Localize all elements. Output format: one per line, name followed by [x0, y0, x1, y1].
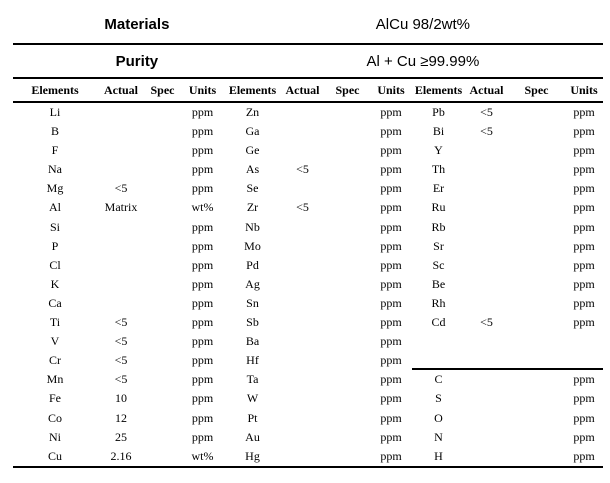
cell-element: Rb	[431, 219, 446, 234]
table-row	[13, 237, 603, 256]
cell-actual	[465, 447, 508, 466]
cell-element: Fe	[49, 391, 61, 406]
table-row	[13, 351, 603, 370]
table-row	[13, 218, 603, 237]
cell-actual: <5	[480, 124, 493, 139]
cell-units: ppm	[380, 410, 402, 425]
cell-spec	[325, 256, 370, 275]
cell-actual	[280, 103, 325, 122]
cell-units: ppm	[573, 238, 595, 253]
column-header-elements-2: Elements	[228, 83, 277, 97]
cell-spec	[145, 428, 180, 447]
table-body	[13, 103, 603, 468]
cell-spec	[508, 160, 565, 179]
cell-actual	[97, 275, 145, 294]
cell-units	[565, 332, 603, 351]
table-row	[13, 447, 603, 466]
column-header-spec-3: Spec	[524, 83, 549, 97]
table-row	[13, 275, 603, 294]
cell-element: Na	[48, 162, 62, 177]
cell-units: ppm	[191, 124, 214, 139]
cell-units: ppm	[380, 257, 402, 272]
cell-spec	[508, 198, 565, 217]
cell-units: ppm	[191, 105, 214, 119]
cell-spec	[508, 370, 565, 389]
cell-actual	[465, 141, 508, 160]
table-row	[13, 409, 603, 428]
cell-element: S	[435, 391, 442, 406]
cell-actual: <5	[114, 181, 128, 196]
cell-actual	[280, 332, 325, 351]
cell-spec	[145, 160, 180, 179]
cell-element: Se	[246, 181, 259, 196]
cell-element: Si	[49, 219, 60, 234]
cell-units: ppm	[573, 410, 595, 425]
cell-element: Zr	[246, 200, 259, 215]
cell-actual	[280, 447, 325, 466]
cell-actual	[280, 275, 325, 294]
cell-spec	[508, 332, 565, 351]
cell-actual	[465, 351, 508, 370]
table-row	[13, 332, 603, 351]
column-header-units-2: Units	[377, 83, 405, 97]
cell-actual	[465, 275, 508, 294]
table-container	[13, 0, 603, 468]
materials-row	[13, 0, 603, 45]
cell-units: ppm	[573, 143, 595, 158]
materials-value: AlCu 98/2wt%	[375, 16, 470, 33]
table-row	[13, 313, 603, 332]
cell-element: Li	[49, 105, 61, 119]
cell-element: Er	[432, 181, 445, 196]
cell-units: ppm	[191, 353, 214, 368]
cell-spec	[145, 351, 180, 370]
cell-element: Pd	[246, 257, 259, 272]
cell-element	[412, 332, 465, 351]
cell-actual	[280, 409, 325, 428]
cell-spec	[145, 122, 180, 141]
cell-units: ppm	[380, 295, 402, 310]
table-row	[13, 256, 603, 275]
cell-units: ppm	[380, 143, 402, 158]
cell-spec	[508, 428, 565, 447]
cell-units: wt%	[191, 448, 214, 463]
cell-actual	[97, 141, 145, 160]
cell-actual	[465, 389, 508, 408]
cell-element: N	[434, 429, 443, 444]
cell-spec	[145, 332, 180, 351]
cell-actual	[280, 294, 325, 313]
cell-spec	[508, 313, 565, 332]
cell-element: Cd	[431, 315, 446, 330]
cell-element: Mn	[46, 372, 64, 387]
cell-units: ppm	[191, 334, 214, 349]
cell-actual	[465, 237, 508, 256]
cell-units: ppm	[573, 257, 595, 272]
cell-element: Cu	[47, 448, 62, 463]
column-header-row	[13, 79, 603, 103]
cell-actual	[465, 256, 508, 275]
cell-spec	[145, 256, 180, 275]
column-header-elements-1: Elements	[31, 83, 79, 97]
cell-actual	[465, 294, 508, 313]
cell-actual: <5	[296, 200, 309, 215]
cell-spec	[325, 198, 370, 217]
cell-units: ppm	[573, 219, 595, 234]
cell-spec	[145, 370, 180, 389]
cell-units: ppm	[380, 200, 402, 215]
cell-element: K	[50, 276, 60, 291]
column-header-actual-2: Actual	[285, 83, 320, 97]
cell-spec	[325, 389, 370, 408]
cell-spec	[145, 313, 180, 332]
table-row	[13, 389, 603, 408]
cell-actual	[280, 141, 325, 160]
cell-units: ppm	[573, 429, 595, 444]
cell-element: Y	[434, 143, 443, 158]
purity-label: Purity	[115, 52, 159, 70]
cell-element	[412, 351, 465, 370]
cell-element: Zn	[245, 105, 260, 119]
cell-units: ppm	[380, 372, 402, 387]
cell-actual	[97, 122, 145, 141]
cell-element: Ta	[246, 372, 259, 387]
cell-actual	[465, 428, 508, 447]
cell-actual	[280, 218, 325, 237]
cell-element: Ga	[245, 124, 260, 139]
cell-element: Sr	[433, 238, 444, 253]
cell-spec	[508, 409, 565, 428]
cell-spec	[145, 179, 180, 198]
cell-spec	[325, 447, 370, 466]
cell-units: ppm	[380, 334, 402, 349]
cell-spec	[325, 409, 370, 428]
cell-element: Nb	[245, 219, 260, 234]
cell-spec	[145, 218, 180, 237]
cell-units: ppm	[573, 295, 595, 310]
cell-spec	[145, 409, 180, 428]
cell-spec	[325, 141, 370, 160]
cell-spec	[508, 447, 565, 466]
cell-actual: Matrix	[104, 200, 138, 215]
cell-element: V	[50, 334, 60, 349]
cell-actual: <5	[296, 162, 309, 177]
cell-spec	[508, 256, 565, 275]
cell-element: Mo	[244, 238, 261, 253]
cell-actual	[465, 218, 508, 237]
table-row	[13, 428, 603, 447]
cell-actual	[280, 179, 325, 198]
cell-units: ppm	[573, 105, 595, 119]
cell-actual	[465, 160, 508, 179]
materials-label: Materials	[104, 16, 170, 33]
column-header-spec-1: Spec	[150, 83, 175, 97]
cell-element: Th	[431, 162, 446, 177]
cell-spec	[325, 428, 370, 447]
cell-actual	[280, 313, 325, 332]
cell-actual	[280, 256, 325, 275]
cell-spec	[145, 447, 180, 466]
cell-units: wt%	[191, 200, 214, 215]
cell-units: ppm	[380, 448, 402, 463]
cell-actual: <5	[480, 315, 493, 330]
column-header-spec-2: Spec	[335, 83, 360, 97]
cell-actual	[97, 103, 145, 122]
cell-actual: 12	[115, 410, 127, 425]
cell-spec	[325, 122, 370, 141]
cell-actual: 25	[115, 429, 127, 444]
cell-element: Ag	[245, 276, 260, 291]
cell-spec	[508, 351, 565, 370]
cell-units: ppm	[191, 162, 214, 177]
cell-actual	[465, 332, 508, 351]
table-row	[13, 122, 603, 141]
cell-element: Ru	[431, 200, 446, 215]
table-row	[13, 141, 603, 160]
cell-element: Pb	[432, 105, 445, 119]
cell-units: ppm	[191, 257, 214, 272]
cell-actual	[280, 122, 325, 141]
cell-spec	[508, 179, 565, 198]
cell-actual: 2.16	[110, 448, 132, 463]
cell-spec	[145, 389, 180, 408]
purity-value: Al + Cu ≥99.99%	[366, 52, 480, 70]
cell-actual	[97, 256, 145, 275]
cell-spec	[325, 160, 370, 179]
cell-element: Bi	[432, 124, 445, 139]
column-header-units-3: Units	[570, 83, 598, 97]
cell-element: W	[246, 391, 259, 406]
cell-element: Sb	[246, 315, 259, 330]
cell-units: ppm	[573, 200, 595, 215]
cell-units: ppm	[191, 219, 214, 234]
cell-actual: <5	[114, 372, 128, 387]
column-header-actual-3: Actual	[469, 83, 504, 97]
cell-element: Ca	[48, 295, 62, 310]
cell-units: ppm	[380, 391, 402, 406]
column-header-elements-3: Elements	[414, 83, 463, 97]
table-row	[13, 179, 603, 198]
cell-spec	[325, 218, 370, 237]
cell-actual	[280, 351, 325, 370]
cell-actual	[280, 428, 325, 447]
cell-spec	[325, 313, 370, 332]
cell-element: Cl	[49, 257, 61, 272]
cell-units: ppm	[573, 276, 595, 291]
cell-actual	[465, 198, 508, 217]
cell-element: C	[434, 372, 443, 387]
cell-units: ppm	[191, 391, 214, 406]
table-row	[13, 160, 603, 179]
cell-spec	[145, 237, 180, 256]
cell-spec	[508, 218, 565, 237]
cell-element: Ge	[245, 143, 260, 158]
cell-units: ppm	[573, 315, 595, 330]
cell-units: ppm	[191, 276, 214, 291]
table-row	[13, 294, 603, 313]
cell-actual: <5	[114, 353, 128, 368]
cell-element: Sn	[246, 295, 259, 310]
cell-spec	[325, 237, 370, 256]
column-header-actual-1: Actual	[104, 83, 138, 97]
cell-units: ppm	[191, 410, 214, 425]
cell-units: ppm	[380, 219, 402, 234]
cell-spec	[325, 275, 370, 294]
cell-spec	[325, 351, 370, 370]
cell-spec	[325, 103, 370, 122]
cell-element: F	[51, 143, 59, 158]
cell-actual	[97, 237, 145, 256]
cell-element: P	[51, 238, 59, 253]
cell-element: Al	[49, 200, 61, 215]
cell-units: ppm	[191, 238, 214, 253]
cell-actual	[97, 218, 145, 237]
cell-spec	[508, 122, 565, 141]
cell-spec	[145, 275, 180, 294]
cell-spec	[325, 294, 370, 313]
cell-units: ppm	[380, 162, 402, 177]
cell-spec	[325, 332, 370, 351]
cell-element: Ba	[245, 334, 260, 349]
cell-actual	[465, 409, 508, 428]
cell-actual	[97, 160, 145, 179]
cell-units: ppm	[191, 295, 214, 310]
cell-units: ppm	[380, 353, 402, 368]
cell-element: Sc	[432, 257, 445, 272]
cell-units: ppm	[380, 238, 402, 253]
cell-spec	[508, 294, 565, 313]
cell-units: ppm	[191, 315, 214, 330]
cell-spec	[508, 389, 565, 408]
cell-units: ppm	[380, 315, 402, 330]
cell-units: ppm	[191, 181, 214, 196]
table-row	[13, 198, 603, 217]
cell-actual: <5	[480, 105, 493, 119]
cell-units: ppm	[573, 181, 595, 196]
purity-row	[13, 45, 603, 79]
cell-spec	[145, 103, 180, 122]
cell-units: ppm	[573, 124, 595, 139]
cell-element: Hg	[245, 448, 260, 463]
table-row	[13, 370, 603, 389]
cell-units: ppm	[573, 372, 595, 387]
cell-element: Cr	[49, 353, 61, 368]
cell-actual	[465, 179, 508, 198]
cell-units: ppm	[191, 372, 214, 387]
cell-units: ppm	[380, 276, 402, 291]
cell-units: ppm	[380, 181, 402, 196]
cell-element: H	[434, 448, 443, 463]
cell-units: ppm	[380, 124, 402, 139]
cell-units: ppm	[380, 105, 402, 119]
cell-element: Ti	[49, 315, 61, 330]
cell-element: Mg	[46, 181, 64, 196]
cell-actual: <5	[114, 334, 128, 349]
cell-spec	[508, 237, 565, 256]
cell-element: Co	[47, 410, 62, 425]
cell-element: Pt	[247, 410, 258, 425]
cell-element: Au	[245, 429, 260, 444]
cell-spec	[325, 370, 370, 389]
cell-actual: <5	[114, 315, 128, 330]
cell-element: Be	[431, 276, 446, 291]
cell-actual	[280, 237, 325, 256]
cell-element: Hf	[246, 353, 259, 368]
cell-spec	[145, 198, 180, 217]
cell-spec	[325, 179, 370, 198]
table-row	[13, 103, 603, 122]
cell-units: ppm	[573, 391, 595, 406]
cell-spec	[145, 294, 180, 313]
cell-units: ppm	[573, 448, 595, 463]
cell-spec	[508, 275, 565, 294]
cell-element: Rh	[431, 295, 446, 310]
cell-actual	[280, 370, 325, 389]
cell-element: As	[245, 162, 260, 177]
cell-units: ppm	[573, 162, 595, 177]
cell-actual	[465, 370, 508, 389]
cell-units: ppm	[191, 429, 214, 444]
cell-element: Ni	[49, 429, 61, 444]
cell-units: ppm	[380, 429, 402, 444]
cell-actual: 10	[115, 391, 127, 406]
cell-element: B	[50, 124, 59, 139]
cell-actual	[280, 389, 325, 408]
cell-units	[565, 351, 603, 370]
column-header-units-1: Units	[188, 83, 217, 97]
cell-element: O	[434, 410, 443, 425]
cell-actual	[97, 294, 145, 313]
cell-spec	[508, 103, 565, 122]
cell-spec	[145, 141, 180, 160]
cell-units: ppm	[191, 143, 214, 158]
cell-spec	[508, 141, 565, 160]
